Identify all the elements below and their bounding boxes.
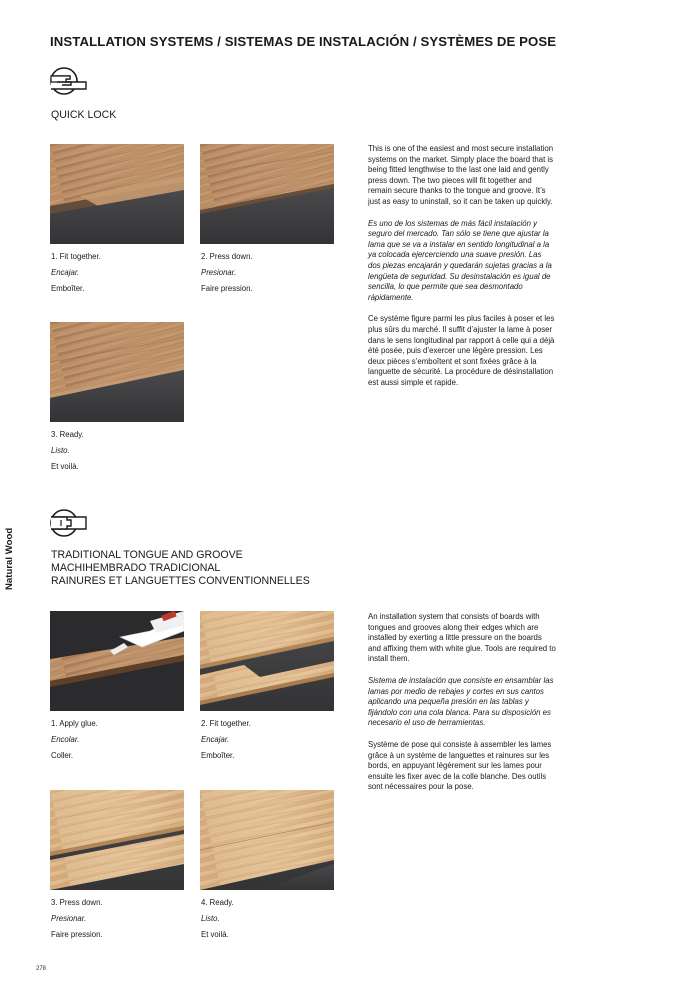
- caption-es: Encajar.: [201, 735, 230, 744]
- caption-fr: Emboîter.: [51, 284, 85, 293]
- page-title: INSTALLATION SYSTEMS / SISTEMAS DE INSTALACIÓN / SYSTÈMES DE POSE: [50, 34, 557, 49]
- caption-es: Listo.: [51, 446, 70, 455]
- tongue-groove-step2-photo: [200, 611, 334, 711]
- description-fr: Système de pose qui consiste à assembler les lames grâce à un système de languettes et rainures sur les bords, en appuyant légèrement sur les lames pour ensuite les fixer avec de la colle blanche. Des outils sont nécessaires pour la pose.: [368, 739, 552, 792]
- tongue-groove-step3-caption: [51, 895, 191, 943]
- title-fr: RAINURES ET LANGUETTES CONVENTIONNELLES: [51, 575, 310, 587]
- quick-lock-joint-icon: [49, 66, 89, 96]
- caption-en: 3. Press down.: [51, 898, 103, 907]
- caption-fr: Coller.: [51, 751, 74, 760]
- tongue-groove-step4-caption: [201, 895, 341, 943]
- description-en: An installation system that consists of boards with tongues and grooves along their edges which are installed by exerting a little pressure on the boards and affixing them with white glue. Tools are required to install them.: [368, 612, 556, 664]
- page-number: 278: [36, 966, 47, 972]
- caption-fr: Faire pression.: [201, 284, 253, 293]
- quick-lock-step3-photo: [50, 322, 184, 422]
- caption-fr: Et voilà.: [201, 930, 229, 939]
- caption-fr: Emboîter.: [201, 751, 235, 760]
- tongue-and-groove-joint-icon: [49, 508, 89, 538]
- caption-en: 1. Apply glue.: [51, 719, 98, 728]
- caption-en: 4. Ready.: [201, 898, 234, 907]
- tongue-groove-step3-photo: [50, 790, 184, 890]
- caption-fr: Faire pression.: [51, 930, 103, 939]
- quick-lock-title: QUICK LOCK: [51, 109, 117, 121]
- quick-lock-step3-caption: [51, 427, 191, 475]
- tongue-groove-step2-caption: [201, 716, 341, 764]
- quick-lock-step2-photo: [200, 144, 334, 244]
- caption-es: Presionar.: [201, 268, 237, 277]
- caption-fr: Et voilà.: [51, 462, 79, 471]
- quick-lock-step1-photo: [50, 144, 184, 244]
- title-en: TRADITIONAL TONGUE AND GROOVE: [51, 549, 243, 561]
- description-fr: Ce système figure parmi les plus faciles à poser et les plus sûrs du marché. Il suffit d’ajuster la lame à poser dans le sens longitudinal par rapport à celle qui a déjà été posée, puis d’exercer une légère pression. Les deux pièces s’emboîtent et sont fixées grâce à la languette de sécurité. La procédure de désinstallation est aussi simple et rapide.: [368, 314, 555, 387]
- caption-es: Presionar.: [51, 914, 87, 923]
- tongue-groove-step1-photo: [50, 611, 184, 711]
- tongue-and-groove-title: [51, 549, 310, 588]
- caption-en: 2. Fit together.: [201, 719, 251, 728]
- caption-en: 2. Press down.: [201, 252, 253, 261]
- caption-es: Encajar.: [51, 268, 80, 277]
- description-es: Sistema de instalación que consiste en ensamblar las lamas por medio de rebajes y cortes en sus cantos aplicando una pequeña presión en las tablas y fijándolo con una cola blanca. Para su disposición es necesario el uso de herramientas.: [368, 675, 554, 728]
- quick-lock-description: [368, 144, 556, 399]
- tongue-groove-step4-photo: [200, 790, 334, 890]
- caption-en: 1. Fit together.: [51, 252, 101, 261]
- title-es: MACHIHEMBRADO TRADICIONAL: [51, 562, 221, 574]
- caption-en: 3. Ready.: [51, 430, 84, 439]
- side-section-label: Natural Wood: [4, 527, 15, 590]
- description-es: Es uno de los sistemas de más fácil instalación y seguro del mercado. Tan sólo se tiene que ajustar la lama que se va a instalar en sentido longitudinal a la ya colocada ejercerciendo una suave presión. Las dos piezas encajarán y quedarán sujetas gracias a la lengüeta de seguridad. Su desinstalación es igual de sencilla, lo que permite que sea desmontado rápidamente.: [368, 218, 552, 302]
- quick-lock-step2-caption: [201, 249, 341, 297]
- description-en: This is one of the easiest and most secure installation systems on the market. Simply place the board that is being fitted lengthwise to the last one laid and gently press down. The two pieces will fit together and remain secure thanks to the tongue and groove. It’s just as easy to uninstall, so it can be taken up quickly.: [368, 144, 554, 206]
- tongue-groove-description: [368, 612, 556, 804]
- quick-lock-step1-caption: [51, 249, 191, 297]
- tongue-groove-step1-caption: [51, 716, 191, 764]
- caption-es: Listo.: [201, 914, 220, 923]
- caption-es: Encolar.: [51, 735, 80, 744]
